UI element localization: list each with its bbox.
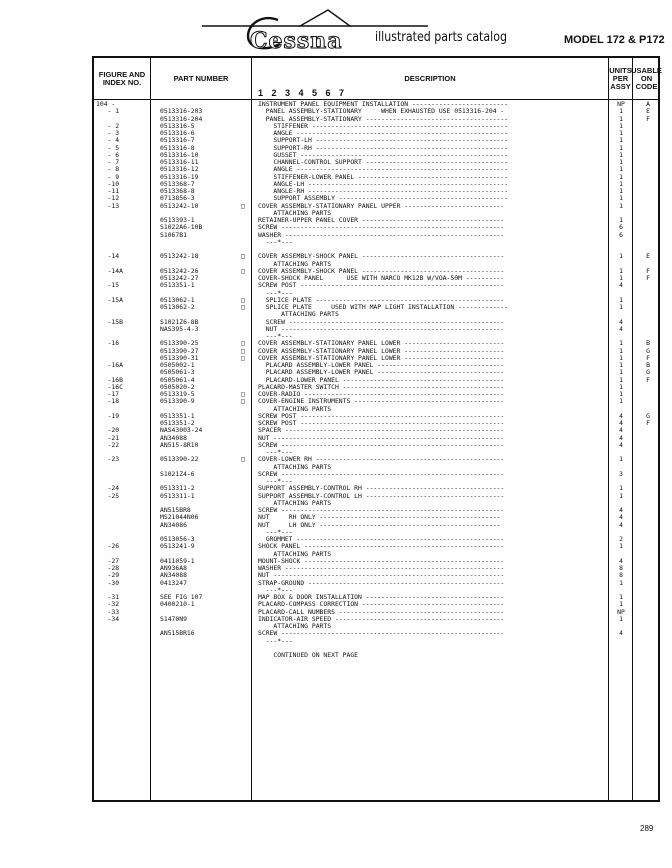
- table-row: [94, 630, 662, 637]
- units-cell: 6: [619, 230, 623, 239]
- indent-scale: 1 2 3 4 5 6 7: [258, 88, 348, 98]
- figure-index-cell: -12: [96, 194, 120, 203]
- description-cell: COVER ASSEMBLY-STATIONARY PANEL LOWER --------------------------: [258, 339, 505, 348]
- units-cell: 1: [619, 593, 623, 601]
- part-number-header: PART NUMBER: [173, 73, 229, 83]
- figure-index-cell: - 5: [96, 143, 120, 152]
- description-cell: SCREW ----------------------------------------------------------: [258, 506, 505, 514]
- part-number-cell: MS21044N06: [160, 513, 199, 522]
- change-mark: □: [241, 252, 245, 261]
- usable-code-cell: G: [646, 346, 650, 355]
- figure-index-cell: -24: [96, 484, 120, 493]
- units-cell: 1: [619, 216, 623, 224]
- usable-code-cell: E: [646, 107, 650, 116]
- figure-index-cell: -28: [96, 564, 120, 572]
- units-cell: 6: [619, 223, 623, 232]
- description-cell: SCREW ----------------------------------------------------------: [258, 629, 505, 638]
- figure-index-cell: -16: [96, 339, 120, 348]
- part-number-cell: 0513242-18: [160, 252, 199, 261]
- figure-index-cell: -16A: [96, 361, 123, 369]
- part-number-cell: AN34086: [160, 520, 187, 529]
- part-number-cell: 0513316-5: [160, 121, 195, 130]
- units-cell: 4: [619, 433, 623, 442]
- description-cell: WASHER ---------------------------------------------------------: [258, 564, 505, 572]
- parts-rows: [94, 101, 662, 659]
- usable-code-cell: F: [646, 114, 650, 123]
- part-number-cell: 0513368-7: [160, 179, 195, 188]
- units-cell: 4: [619, 506, 623, 514]
- description-cell: PLACARD-LOWER PANEL ------------------------------------------: [258, 375, 505, 384]
- part-number-cell: 0513316-10: [160, 150, 199, 159]
- description-cell: PLACARD-COMPASS CORRECTION -------------------------------------: [258, 600, 505, 609]
- usable-code-cell: F: [646, 375, 650, 384]
- part-number-cell: SEE FIG 107: [160, 593, 203, 601]
- part-number-cell: 0513056-3: [160, 535, 195, 543]
- units-cell: 8: [619, 564, 623, 572]
- description-cell: PANEL ASSEMBLY-STATIONARY WHEN EXHAUSTED USE 0513316-204 -: [258, 107, 505, 116]
- description-cell: ATTACHING PARTS: [258, 310, 339, 319]
- units-cell: 1: [619, 136, 623, 145]
- units-cell: 1: [619, 179, 623, 188]
- figure-index-cell: -15: [96, 281, 120, 290]
- units-cell: 4: [619, 419, 623, 427]
- figure-index-cell: -22: [96, 440, 120, 449]
- description-cell: COVER-RADIO ----------------------------------------------------: [258, 390, 505, 398]
- description-cell: ANGLE -------------------------------------------------------: [258, 165, 509, 174]
- description-cell: SUPPORT-LH --------------------------------------------------: [258, 136, 509, 145]
- table-row: [94, 522, 662, 529]
- units-cell: 1: [619, 353, 623, 362]
- usable-code-cell: B: [646, 361, 650, 369]
- units-cell: 1: [619, 274, 623, 282]
- units-cell: 1: [619, 295, 623, 304]
- units-cell: 1: [619, 121, 623, 130]
- units-header: UNITS PER ASSY: [609, 65, 632, 91]
- figure-index-cell: - 7: [96, 158, 120, 166]
- description-cell: COVER-ENGINE INSTRUMENTS ---------------------------------------: [258, 397, 505, 406]
- units-cell: 1: [619, 172, 623, 181]
- part-number-cell: 0513316-203: [160, 107, 203, 116]
- figure-index-cell: -17: [96, 390, 120, 398]
- description-cell: ANGLE-RH ----------------------------------------------------: [258, 187, 509, 195]
- figure-index-cell: 104 -: [96, 100, 116, 108]
- part-number-cell: S1470N9: [160, 614, 187, 623]
- figure-index-cell: -32: [96, 600, 120, 609]
- table-row: [94, 253, 662, 260]
- units-cell: 1: [619, 382, 623, 391]
- part-number-cell: NAS395-4-3: [160, 324, 199, 333]
- description-cell: SCREW POST -----------------------------------------------------: [258, 281, 505, 290]
- units-cell: 4: [619, 324, 623, 333]
- table-row: [94, 471, 662, 478]
- part-number-cell: 0513316-11: [160, 158, 199, 166]
- figure-index-cell: -10: [96, 179, 120, 188]
- description-cell: MAP BOX & DOOR INSTALLATION ------------------------------------: [258, 593, 505, 601]
- change-mark: □: [241, 303, 245, 311]
- change-mark: □: [241, 353, 245, 362]
- description-cell: SCREW ----------------------------------------------------------: [258, 469, 505, 478]
- description-cell: INDICATOR-AIR SPEED --------------------------------------------: [258, 614, 505, 623]
- usable-code-cell: B: [646, 339, 650, 348]
- figure-index-cell: -25: [96, 491, 120, 500]
- table-row: [94, 580, 662, 587]
- figure-index-cell: - 6: [96, 150, 120, 159]
- usable-code-cell: A: [646, 100, 650, 108]
- part-number-cell: 0513242-27: [160, 274, 199, 282]
- table-row: [94, 203, 662, 210]
- usable-code-cell: F: [646, 353, 650, 362]
- units-cell: 1: [619, 129, 623, 137]
- figure-index-cell: -34: [96, 614, 120, 623]
- description-cell: COVER-SHOCK PANEL USE WITH NARCO MK12B W/VOA-50M ----------: [258, 274, 505, 282]
- change-mark: □: [241, 397, 245, 406]
- part-number-cell: S1021Z4-6: [160, 469, 195, 478]
- change-mark: □: [241, 346, 245, 355]
- units-cell: 1: [619, 491, 623, 500]
- units-cell: 1: [619, 150, 623, 159]
- usable-code-cell: E: [646, 252, 650, 261]
- description-cell: STIFFENER ---------------------------------------------------: [258, 121, 509, 130]
- description-cell: NUT ----------------------------------------------------------: [258, 324, 505, 333]
- part-number-cell: S1022A6-10B: [160, 223, 203, 232]
- units-cell: 1: [619, 397, 623, 406]
- units-cell: 1: [619, 346, 623, 355]
- description-cell: SCREW ----------------------------------------------------------: [258, 440, 505, 449]
- part-number-cell: 0513316-6: [160, 129, 195, 137]
- change-mark: □: [241, 339, 245, 348]
- description-cell: COVER ASSEMBLY-STATIONARY PANEL LOWER --------------------------: [258, 346, 505, 355]
- description-cell: SCREW ----------------------------------------------------------: [258, 223, 505, 232]
- units-cell: 1: [619, 542, 623, 551]
- units-cell: 1: [619, 368, 623, 377]
- change-mark: □: [241, 390, 245, 398]
- units-cell: 1: [619, 266, 623, 275]
- units-cell: 1: [619, 114, 623, 123]
- table-row: [94, 638, 662, 645]
- part-number-cell: AN34088: [160, 433, 187, 442]
- description-cell: COVER ASSEMBLY-STATIONARY PANEL LOWER --------------------------: [258, 353, 505, 362]
- table-row: [94, 616, 662, 623]
- description-cell: PLACARD ASSEMBLY-LOWER PANEL ---------------------------------: [258, 368, 505, 377]
- part-number-cell: 0513319-5: [160, 390, 195, 398]
- figure-index-cell: -16B: [96, 375, 123, 384]
- part-number-cell: 0513241-9: [160, 542, 195, 551]
- description-cell: COVER ASSEMBLY-STATIONARY PANEL UPPER --------------------------: [258, 201, 505, 210]
- units-cell: 4: [619, 629, 623, 638]
- figure-index-cell: -16C: [96, 382, 123, 391]
- description-cell: ---*---: [258, 527, 293, 536]
- units-cell: NP: [617, 100, 625, 108]
- part-number-cell: 0505061-3: [160, 368, 195, 377]
- description-cell: NUT ------------------------------------------------------------: [258, 433, 505, 442]
- units-cell: 1: [619, 107, 623, 116]
- units-cell: 1: [619, 252, 623, 261]
- description-cell: ATTACHING PARTS: [258, 404, 332, 413]
- description-cell: PLACARD-CALL NUMBERS -------------------------------------------: [258, 607, 505, 616]
- description-cell: ANGLE -------------------------------------------------------: [258, 129, 509, 137]
- part-number-cell: 0513242-10: [160, 201, 199, 210]
- description-cell: GROMMET ------------------------------------------------------: [258, 535, 505, 543]
- figure-index-cell: -15B: [96, 317, 123, 326]
- description-cell: SPLICE PLATE USED WITH MAP LIGHT INSTALLATION -------------: [258, 303, 509, 311]
- units-cell: 2: [619, 535, 623, 543]
- description-cell: ATTACHING PARTS: [258, 462, 332, 471]
- description-cell: ---*---: [258, 288, 293, 297]
- units-cell: 1: [619, 339, 623, 348]
- units-cell: 1: [619, 143, 623, 152]
- description-cell: ---*---: [258, 636, 293, 645]
- description-cell: SPLICE PLATE -------------------------------------------------: [258, 295, 505, 304]
- description-cell: SHOCK PANEL ----------------------------------------------------: [258, 542, 505, 551]
- part-number-cell: 0411059-1: [160, 556, 195, 565]
- table-row: [94, 493, 662, 500]
- description-cell: NUT RH ONLY -----------------------------------------------: [258, 513, 501, 522]
- table-row: [94, 398, 662, 405]
- change-mark: □: [241, 455, 245, 464]
- part-number-cell: 0513390-27: [160, 346, 199, 355]
- description-cell: NUT ------------------------------------------------------------: [258, 571, 505, 580]
- part-number-cell: 0513316-7: [160, 136, 195, 145]
- description-cell: ATTACHING PARTS: [258, 622, 332, 630]
- units-cell: 4: [619, 281, 623, 290]
- part-number-cell: 0513062-1: [160, 295, 195, 304]
- part-number-cell: 0513242-26: [160, 266, 199, 275]
- part-number-cell: AN515BR8: [160, 506, 191, 514]
- units-cell: 4: [619, 440, 623, 449]
- usable-code-cell: G: [646, 411, 650, 420]
- units-cell: 1: [619, 165, 623, 174]
- units-cell: 1: [619, 455, 623, 464]
- description-cell: PLACARD ASSEMBLY-LOWER PANEL ---------------------------------: [258, 361, 505, 369]
- units-cell: 4: [619, 317, 623, 326]
- units-cell: 1: [619, 375, 623, 384]
- description-cell: SCREW POST -----------------------------------------------------: [258, 419, 505, 427]
- description-cell: ANGLE-LH ----------------------------------------------------: [258, 179, 509, 188]
- description-cell: CHANNEL-CONTROL SUPPORT -------------------------------------: [258, 158, 509, 166]
- description-cell: CONTINUED ON NEXT PAGE: [258, 651, 359, 659]
- description-cell: ATTACHING PARTS: [258, 549, 332, 558]
- table-row: [94, 282, 662, 289]
- usable-code-cell: F: [646, 419, 650, 427]
- units-cell: 8: [619, 571, 623, 580]
- figure-index-cell: -13: [96, 201, 120, 210]
- units-cell: 1: [619, 303, 623, 311]
- part-number-cell: 0513316-12: [160, 165, 199, 174]
- part-number-cell: AN515BR16: [160, 629, 195, 638]
- description-cell: NUT LH ONLY -----------------------------------------------: [258, 520, 501, 529]
- description-cell: SPACER ---------------------------------------------------------: [258, 426, 505, 435]
- description-cell: ATTACHING PARTS: [258, 208, 332, 217]
- units-cell: 4: [619, 520, 623, 529]
- part-number-cell: 0513351-2: [160, 419, 195, 427]
- table-row: [94, 239, 662, 246]
- figure-index-cell: -18: [96, 397, 120, 406]
- description-cell: PLACARD-MASTER SWITCH ------------------------------------------: [258, 382, 505, 391]
- units-cell: 1: [619, 600, 623, 609]
- description-cell: RETAINER-UPPER PANEL COVER -------------------------------------: [258, 216, 505, 224]
- part-number-cell: 0513311-1: [160, 491, 195, 500]
- description-cell: WASHER ---------------------------------------------------------: [258, 230, 505, 239]
- description-cell: SCREW --------------------------------------------------------: [258, 317, 505, 326]
- part-number-cell: 0513316-8: [160, 143, 195, 152]
- units-cell: 4: [619, 426, 623, 435]
- part-number-cell: 0513062-2: [160, 303, 195, 311]
- units-cell: 1: [619, 158, 623, 166]
- description-header: DESCRIPTION: [404, 73, 456, 83]
- description-cell: MOUNT-SHOCK ----------------------------------------------------: [258, 556, 505, 565]
- description-cell: COVER-LOWER RH -------------------------------------------------: [258, 455, 505, 464]
- figure-index-cell: - 3: [96, 129, 120, 137]
- description-cell: SUPPORT-RH --------------------------------------------------: [258, 143, 509, 152]
- units-cell: 4: [619, 411, 623, 420]
- part-number-cell: 0513390-22: [160, 455, 199, 464]
- units-cell: 1: [619, 484, 623, 493]
- part-number-cell: 0513390-31: [160, 353, 199, 362]
- description-cell: COVER ASSEMBLY-SHOCK PANEL -------------------------------------: [258, 266, 505, 275]
- description-cell: ATTACHING PARTS: [258, 259, 332, 268]
- part-number-cell: AN936A8: [160, 564, 187, 572]
- units-cell: 4: [619, 556, 623, 565]
- parts-table: [92, 56, 660, 802]
- figure-index-cell: -23: [96, 455, 120, 464]
- page-header: [0, 0, 672, 58]
- units-cell: NP: [617, 607, 625, 616]
- part-number-cell: 0413247: [160, 578, 187, 587]
- description-cell: SUPPORT ASSEMBLY-CONTROL RH ------------------------------------: [258, 484, 505, 493]
- table-row: [94, 456, 662, 463]
- description-cell: ---*---: [258, 585, 293, 594]
- figure-index-cell: -21: [96, 433, 120, 442]
- table-row: [94, 652, 662, 659]
- part-number-cell: 0505002-1: [160, 361, 195, 369]
- change-mark: □: [241, 201, 245, 210]
- figure-index-cell: -11: [96, 187, 120, 195]
- units-cell: 1: [619, 361, 623, 369]
- part-number-cell: S1021Z6-8B: [160, 317, 199, 326]
- figure-index-cell: -30: [96, 578, 120, 587]
- description-cell: ---*---: [258, 237, 293, 246]
- description-cell: SUPPORT ASSEMBLY-CONTROL LH ------------------------------------: [258, 491, 505, 500]
- figure-index-cell: -14: [96, 252, 120, 261]
- description-cell: SUPPORT ASSEMBLY --------------------------------------------: [258, 194, 509, 203]
- units-cell: 1: [619, 390, 623, 398]
- figure-index-cell: -19: [96, 411, 120, 420]
- table-row: [94, 442, 662, 449]
- figure-index-cell: -29: [96, 571, 120, 580]
- figure-index-cell: - 2: [96, 121, 120, 130]
- part-number-cell: 0513390-25: [160, 339, 199, 348]
- change-mark: □: [241, 266, 245, 275]
- table-row: [94, 326, 662, 333]
- units-cell: 3: [619, 469, 623, 478]
- part-number-cell: 0400210-1: [160, 600, 195, 609]
- description-cell: ---*---: [258, 332, 293, 340]
- usable-code-cell: F: [646, 274, 650, 282]
- part-number-cell: 0713856-3: [160, 194, 195, 203]
- figure-index-cell: - 1: [96, 107, 120, 116]
- units-cell: 1: [619, 187, 623, 195]
- table-row: [94, 304, 662, 311]
- description-cell: STRAP-GROUND ---------------------------------------------------: [258, 578, 505, 587]
- figure-index-cell: -31: [96, 593, 120, 601]
- part-number-cell: 0513316-19: [160, 172, 199, 181]
- part-number-cell: 0513316-204: [160, 114, 203, 123]
- figure-index-cell: -33: [96, 607, 120, 616]
- description-cell: PANEL ASSEMBLY-STATIONARY -------------------------------------: [258, 114, 509, 123]
- units-cell: 1: [619, 614, 623, 623]
- part-number-cell: 0505020-2: [160, 382, 195, 391]
- usable-code-cell: G: [646, 368, 650, 377]
- description-cell: ---*---: [258, 477, 293, 485]
- model-label: MODEL 172 & P172: [564, 34, 665, 46]
- part-number-cell: 0513390-9: [160, 397, 195, 406]
- figure-index-cell: -27: [96, 556, 120, 565]
- description-cell: INSTRUMENT PANEL EQUIPMENT INSTALLATION -------------------------: [258, 100, 509, 108]
- figure-index-cell: -14A: [96, 266, 123, 275]
- description-cell: COVER ASSEMBLY-SHOCK PANEL -------------------------------------: [258, 252, 505, 261]
- part-number-cell: 0513351-1: [160, 281, 195, 290]
- part-number-cell: 0513311-2: [160, 484, 195, 493]
- figure-index-header: FIGURE AND INDEX NO.: [98, 69, 146, 87]
- figure-index-cell: - 4: [96, 136, 120, 145]
- units-cell: 1: [619, 201, 623, 210]
- part-number-cell: 0513351-1: [160, 411, 195, 420]
- usable-code-cell: F: [646, 266, 650, 275]
- units-cell: 1: [619, 578, 623, 587]
- figure-index-cell: - 8: [96, 165, 120, 174]
- part-number-cell: S1067B1: [160, 230, 187, 239]
- table-row: [94, 232, 662, 239]
- catalog-title: illustrated parts catalog: [375, 30, 508, 45]
- description-cell: ---*---: [258, 448, 293, 456]
- part-number-cell: AN34088: [160, 571, 187, 580]
- figure-index-cell: -26: [96, 542, 120, 551]
- description-cell: ATTACHING PARTS: [258, 498, 332, 507]
- figure-index-cell: - 9: [96, 172, 120, 181]
- description-cell: STIFFENER-LOWER PANEL ---------------------------------------: [258, 172, 509, 181]
- part-number-cell: 0513393-1: [160, 216, 195, 224]
- part-number-cell: 0513368-8: [160, 187, 195, 195]
- usable-code-header: USABLE ON CODE: [631, 65, 662, 91]
- change-mark: □: [241, 295, 245, 304]
- table-row: [94, 543, 662, 550]
- part-number-cell: AN515-8R10: [160, 440, 199, 449]
- units-cell: 4: [619, 513, 623, 522]
- part-number-cell: 0505061-4: [160, 375, 195, 384]
- description-cell: GUSSET ------------------------------------------------------: [258, 150, 509, 159]
- figure-index-cell: -20: [96, 426, 120, 435]
- brand-name: Cessna: [250, 28, 343, 54]
- figure-index-cell: -15A: [96, 295, 123, 304]
- description-cell: SCREW POST -----------------------------------------------------: [258, 411, 505, 420]
- table-row: [94, 645, 662, 652]
- units-cell: 1: [619, 194, 623, 203]
- part-number-cell: NAS43003-24: [160, 426, 203, 435]
- page-number: 289: [640, 824, 654, 833]
